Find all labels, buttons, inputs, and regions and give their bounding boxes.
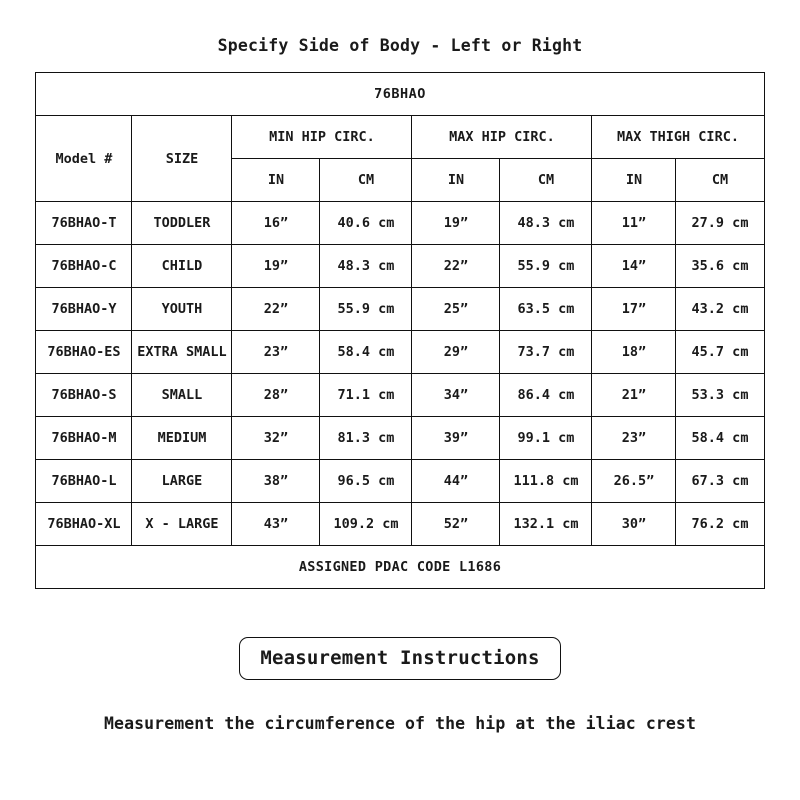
header-max-hip: MAX HIP CIRC. (412, 116, 592, 159)
cell-max-thigh-cm: 58.4 cm (676, 417, 764, 460)
cell-min-hip-cm: 81.3 cm (320, 417, 412, 460)
cell-min-hip-cm: 71.1 cm (320, 374, 412, 417)
cell-max-hip-cm: 48.3 cm (500, 202, 592, 245)
cell-max-thigh-in: 23” (592, 417, 676, 460)
cell-min-hip-cm: 58.4 cm (320, 331, 412, 374)
cell-max-hip-in: 39” (412, 417, 500, 460)
header-max-thigh: MAX THIGH CIRC. (592, 116, 764, 159)
cell-max-hip-in: 25” (412, 288, 500, 331)
header-max-hip-in: IN (412, 159, 500, 202)
cell-min-hip-in: 28” (232, 374, 320, 417)
cell-max-thigh-in: 21” (592, 374, 676, 417)
specify-side-note: Specify Side of Body - Left or Right (217, 36, 583, 55)
table-row (36, 288, 764, 331)
cell-min-hip-in: 23” (232, 331, 320, 374)
table-row (36, 202, 764, 245)
cell-max-thigh-cm: 45.7 cm (676, 331, 764, 374)
cell-max-thigh-cm: 27.9 cm (676, 202, 764, 245)
table-row (36, 503, 764, 546)
cell-max-hip-in: 52” (412, 503, 500, 546)
table-row (36, 245, 764, 288)
cell-size: MEDIUM (132, 417, 232, 460)
cell-model: 76BHAO-XL (36, 503, 132, 546)
cell-max-hip-cm: 63.5 cm (500, 288, 592, 331)
cell-min-hip-in: 16” (232, 202, 320, 245)
table-row (36, 417, 764, 460)
header-max-hip-cm: CM (500, 159, 592, 202)
cell-max-thigh-cm: 76.2 cm (676, 503, 764, 546)
cell-min-hip-in: 43” (232, 503, 320, 546)
cell-min-hip-cm: 96.5 cm (320, 460, 412, 503)
table-title-row (36, 73, 764, 116)
cell-min-hip-in: 22” (232, 288, 320, 331)
cell-model: 76BHAO-L (36, 460, 132, 503)
cell-size: SMALL (132, 374, 232, 417)
table-row (36, 331, 764, 374)
table-footer-row (36, 546, 764, 589)
cell-model: 76BHAO-Y (36, 288, 132, 331)
cell-max-hip-in: 44” (412, 460, 500, 503)
cell-max-thigh-in: 18” (592, 331, 676, 374)
cell-max-thigh-in: 30” (592, 503, 676, 546)
pdac-code: ASSIGNED PDAC CODE L1686 (36, 546, 764, 589)
header-min-hip-cm: CM (320, 159, 412, 202)
header-size: SIZE (132, 116, 232, 202)
header-min-hip-in: IN (232, 159, 320, 202)
cell-max-hip-cm: 132.1 cm (500, 503, 592, 546)
cell-model: 76BHAO-M (36, 417, 132, 460)
cell-max-thigh-in: 17” (592, 288, 676, 331)
table-title: 76BHAO (36, 73, 764, 116)
cell-size: CHILD (132, 245, 232, 288)
cell-max-hip-in: 19” (412, 202, 500, 245)
cell-max-hip-in: 29” (412, 331, 500, 374)
cell-max-hip-cm: 55.9 cm (500, 245, 592, 288)
cell-size: LARGE (132, 460, 232, 503)
table-group-header-row (36, 116, 764, 159)
cell-max-thigh-cm: 67.3 cm (676, 460, 764, 503)
cell-max-hip-cm: 86.4 cm (500, 374, 592, 417)
cell-size: X - LARGE (132, 503, 232, 546)
cell-model: 76BHAO-S (36, 374, 132, 417)
cell-max-thigh-in: 26.5” (592, 460, 676, 503)
cell-max-hip-cm: 99.1 cm (500, 417, 592, 460)
cell-max-hip-cm: 111.8 cm (500, 460, 592, 503)
cell-min-hip-in: 32” (232, 417, 320, 460)
cell-max-thigh-cm: 43.2 cm (676, 288, 764, 331)
cell-min-hip-cm: 40.6 cm (320, 202, 412, 245)
cell-max-hip-cm: 73.7 cm (500, 331, 592, 374)
table-row (36, 374, 764, 417)
cell-max-thigh-in: 14” (592, 245, 676, 288)
cell-min-hip-in: 19” (232, 245, 320, 288)
cell-size: YOUTH (132, 288, 232, 331)
measurement-instructions-section (36, 637, 764, 680)
cell-max-hip-in: 34” (412, 374, 500, 417)
cell-max-thigh-cm: 35.6 cm (676, 245, 764, 288)
cell-model: 76BHAO-ES (36, 331, 132, 374)
sizing-table (35, 72, 764, 589)
measurement-instruction-text: Measurement the circumference of the hip at the iliac crest (104, 714, 696, 733)
cell-max-hip-in: 22” (412, 245, 500, 288)
cell-model: 76BHAO-C (36, 245, 132, 288)
header-max-thigh-cm: CM (676, 159, 764, 202)
header-min-hip: MIN HIP CIRC. (232, 116, 412, 159)
measurement-instructions-label: Measurement Instructions (239, 637, 560, 680)
table-row (36, 460, 764, 503)
cell-min-hip-cm: 55.9 cm (320, 288, 412, 331)
cell-max-thigh-cm: 53.3 cm (676, 374, 764, 417)
cell-size: TODDLER (132, 202, 232, 245)
cell-min-hip-cm: 48.3 cm (320, 245, 412, 288)
cell-min-hip-in: 38” (232, 460, 320, 503)
header-max-thigh-in: IN (592, 159, 676, 202)
cell-min-hip-cm: 109.2 cm (320, 503, 412, 546)
cell-size: EXTRA SMALL (132, 331, 232, 374)
cell-model: 76BHAO-T (36, 202, 132, 245)
header-model: Model # (36, 116, 132, 202)
cell-max-thigh-in: 11” (592, 202, 676, 245)
